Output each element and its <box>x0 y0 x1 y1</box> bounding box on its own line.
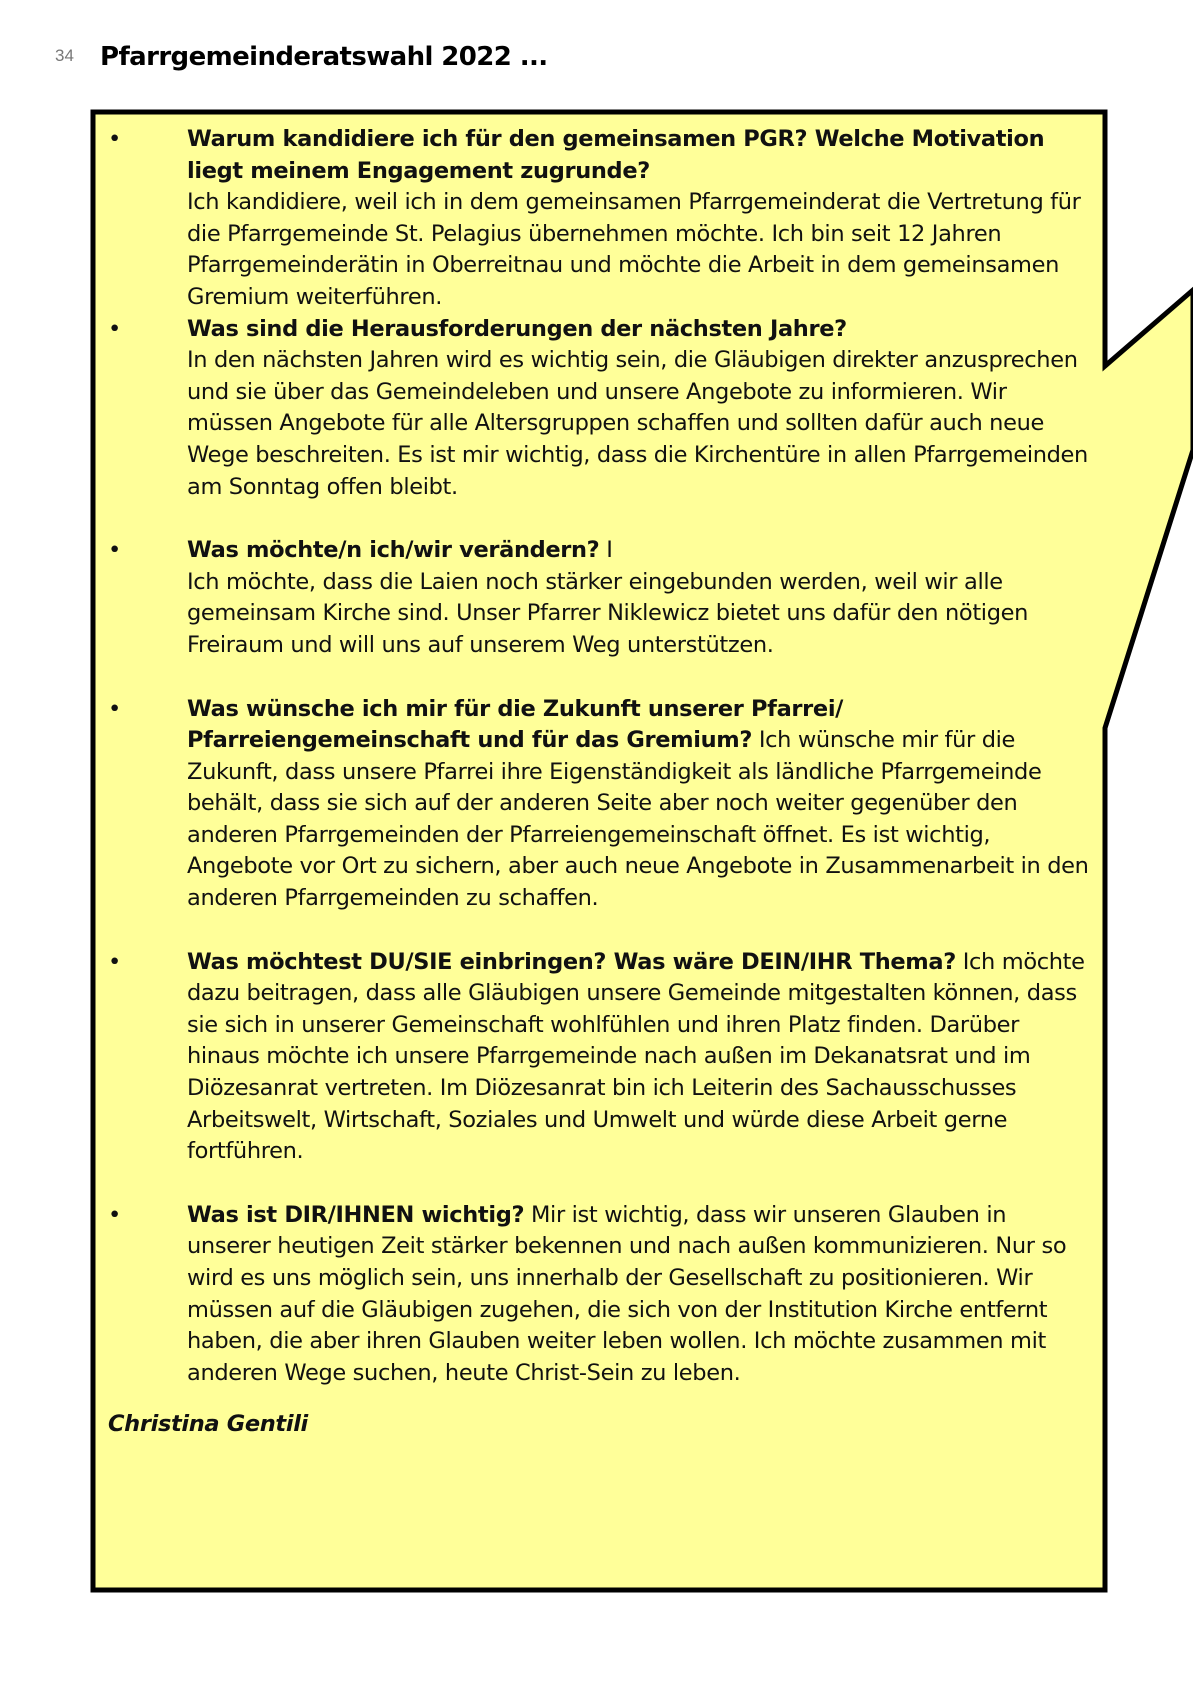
list-item <box>108 124 1093 314</box>
author-signature: Christina Gentili <box>108 1411 308 1438</box>
bullet: • <box>108 537 121 564</box>
answer: Ich möchte dazu beitragen, dass alle Gläubigen unsere Gemeinde mitgestalten können, dass sie sich in unserer Gemeinschaft wohlfühlen und ihren Platz finden. Darüber hinaus möchte ich unsere Pfarrgemeinde nach außen im Dekanatsrat und im Diözesanrat vertreten. Im Diözesanrat bin ich Leiterin des Sachausschusses Arbeitswelt, Wirtschaft, Soziales und Umwelt und würde diese Arbeit gerne fortführen. <box>187 948 1085 1165</box>
question: Warum kandidiere ich für den gemeinsamen PGR? Welche Motivation liegt meinem Engagement zugrunde? <box>187 126 1045 184</box>
bullet: • <box>108 126 121 152</box>
answer: In den nächsten Jahren wird es wichtig sein, die Gläubigen direkter anzusprechen und sie über das Gemeindeleben und unsere Angebote zu informieren. Wir müssen Angebote für alle Altersgruppen schaffen und sollten dafür auch neue Wege beschreiten. Es ist mir wichtig, dass die Kirchentüre in allen Pfarrgemeinden am Sonntag offen bleibt. <box>187 347 1088 500</box>
bullet: • <box>108 948 121 975</box>
list-item <box>108 947 1093 1168</box>
interview-content <box>108 124 1093 1441</box>
answer: Ich möchte, dass die Laien noch stärker eingebunden werden, weil wir alle gemeinsam Kirche sind. Unser Pfarrer Niklewicz bietet uns dafür den nötigen Freiraum und will uns auf unserem Weg unterstützen. <box>187 568 1029 658</box>
bullet: • <box>108 1201 121 1228</box>
question: Was möchtest DU/SIE einbringen? Was wäre DEIN/IHR Thema? <box>187 948 956 975</box>
list-item <box>108 1200 1093 1390</box>
page-number: 34 <box>55 46 74 65</box>
answer: Mir ist wichtig, dass wir unseren Glauben in unserer heutigen Zeit stärker bekennen und nach außen kommunizieren. Nur so wird es uns möglich sein, uns innerhalb der Gesellschaft zu positionieren. Wir müssen auf die Gläubigen zugehen, die sich von der Institution Kirche entfernt haben, die aber ihren Glauben weiter leben wollen. Ich möchte zusammen mit anderen Wege suchen, heute Christ-Sein zu leben. <box>187 1201 1067 1386</box>
answer: Ich wünsche mir für die Zukunft, dass unsere Pfarrei ihre Eigenständigkeit als ländliche Pfarrgemeinde behält, dass sie sich auf der anderen Seite aber noch weiter gegenüber den anderen Pfarrgemeinden der Pfarreiengemeinschaft öffnet. Es ist wichtig, Angebote vor Ort zu sichern, aber auch neue Angebote in Zusammenarbeit in den anderen Pfarrgemeinden zu schaffen. <box>187 727 1089 912</box>
question-suffix: I <box>599 537 613 564</box>
bullet: • <box>108 315 121 342</box>
question: Was ist DIR/IHNEN wichtig? <box>187 1201 525 1228</box>
question: Was wünsche ich mir für die Zukunft unserer Pfarrei/ Pfarreiengemeinschaft und für das Gremium? <box>187 695 844 754</box>
page-title: Pfarrgemeinderatswahl 2022 ... <box>100 42 548 72</box>
list-item <box>108 535 1093 661</box>
list-item <box>108 314 1093 504</box>
answer: Ich kandidiere, weil ich in dem gemeinsamen Pfarrgemeinderat die Vertretung für die Pfarrgemeinde St. Pelagius übernehmen möchte. Ich bin seit 12 Jahren Pfarrgemeinderätin in Oberreitnau und möchte die Arbeit in dem gemeinsamen Gremium weiterführen. <box>187 189 1081 310</box>
question: Was sind die Herausforderungen der nächsten Jahre? <box>187 315 847 342</box>
question: Was möchte/n ich/wir verändern? <box>187 537 600 564</box>
list-item <box>108 694 1093 915</box>
bullet: • <box>108 695 121 722</box>
